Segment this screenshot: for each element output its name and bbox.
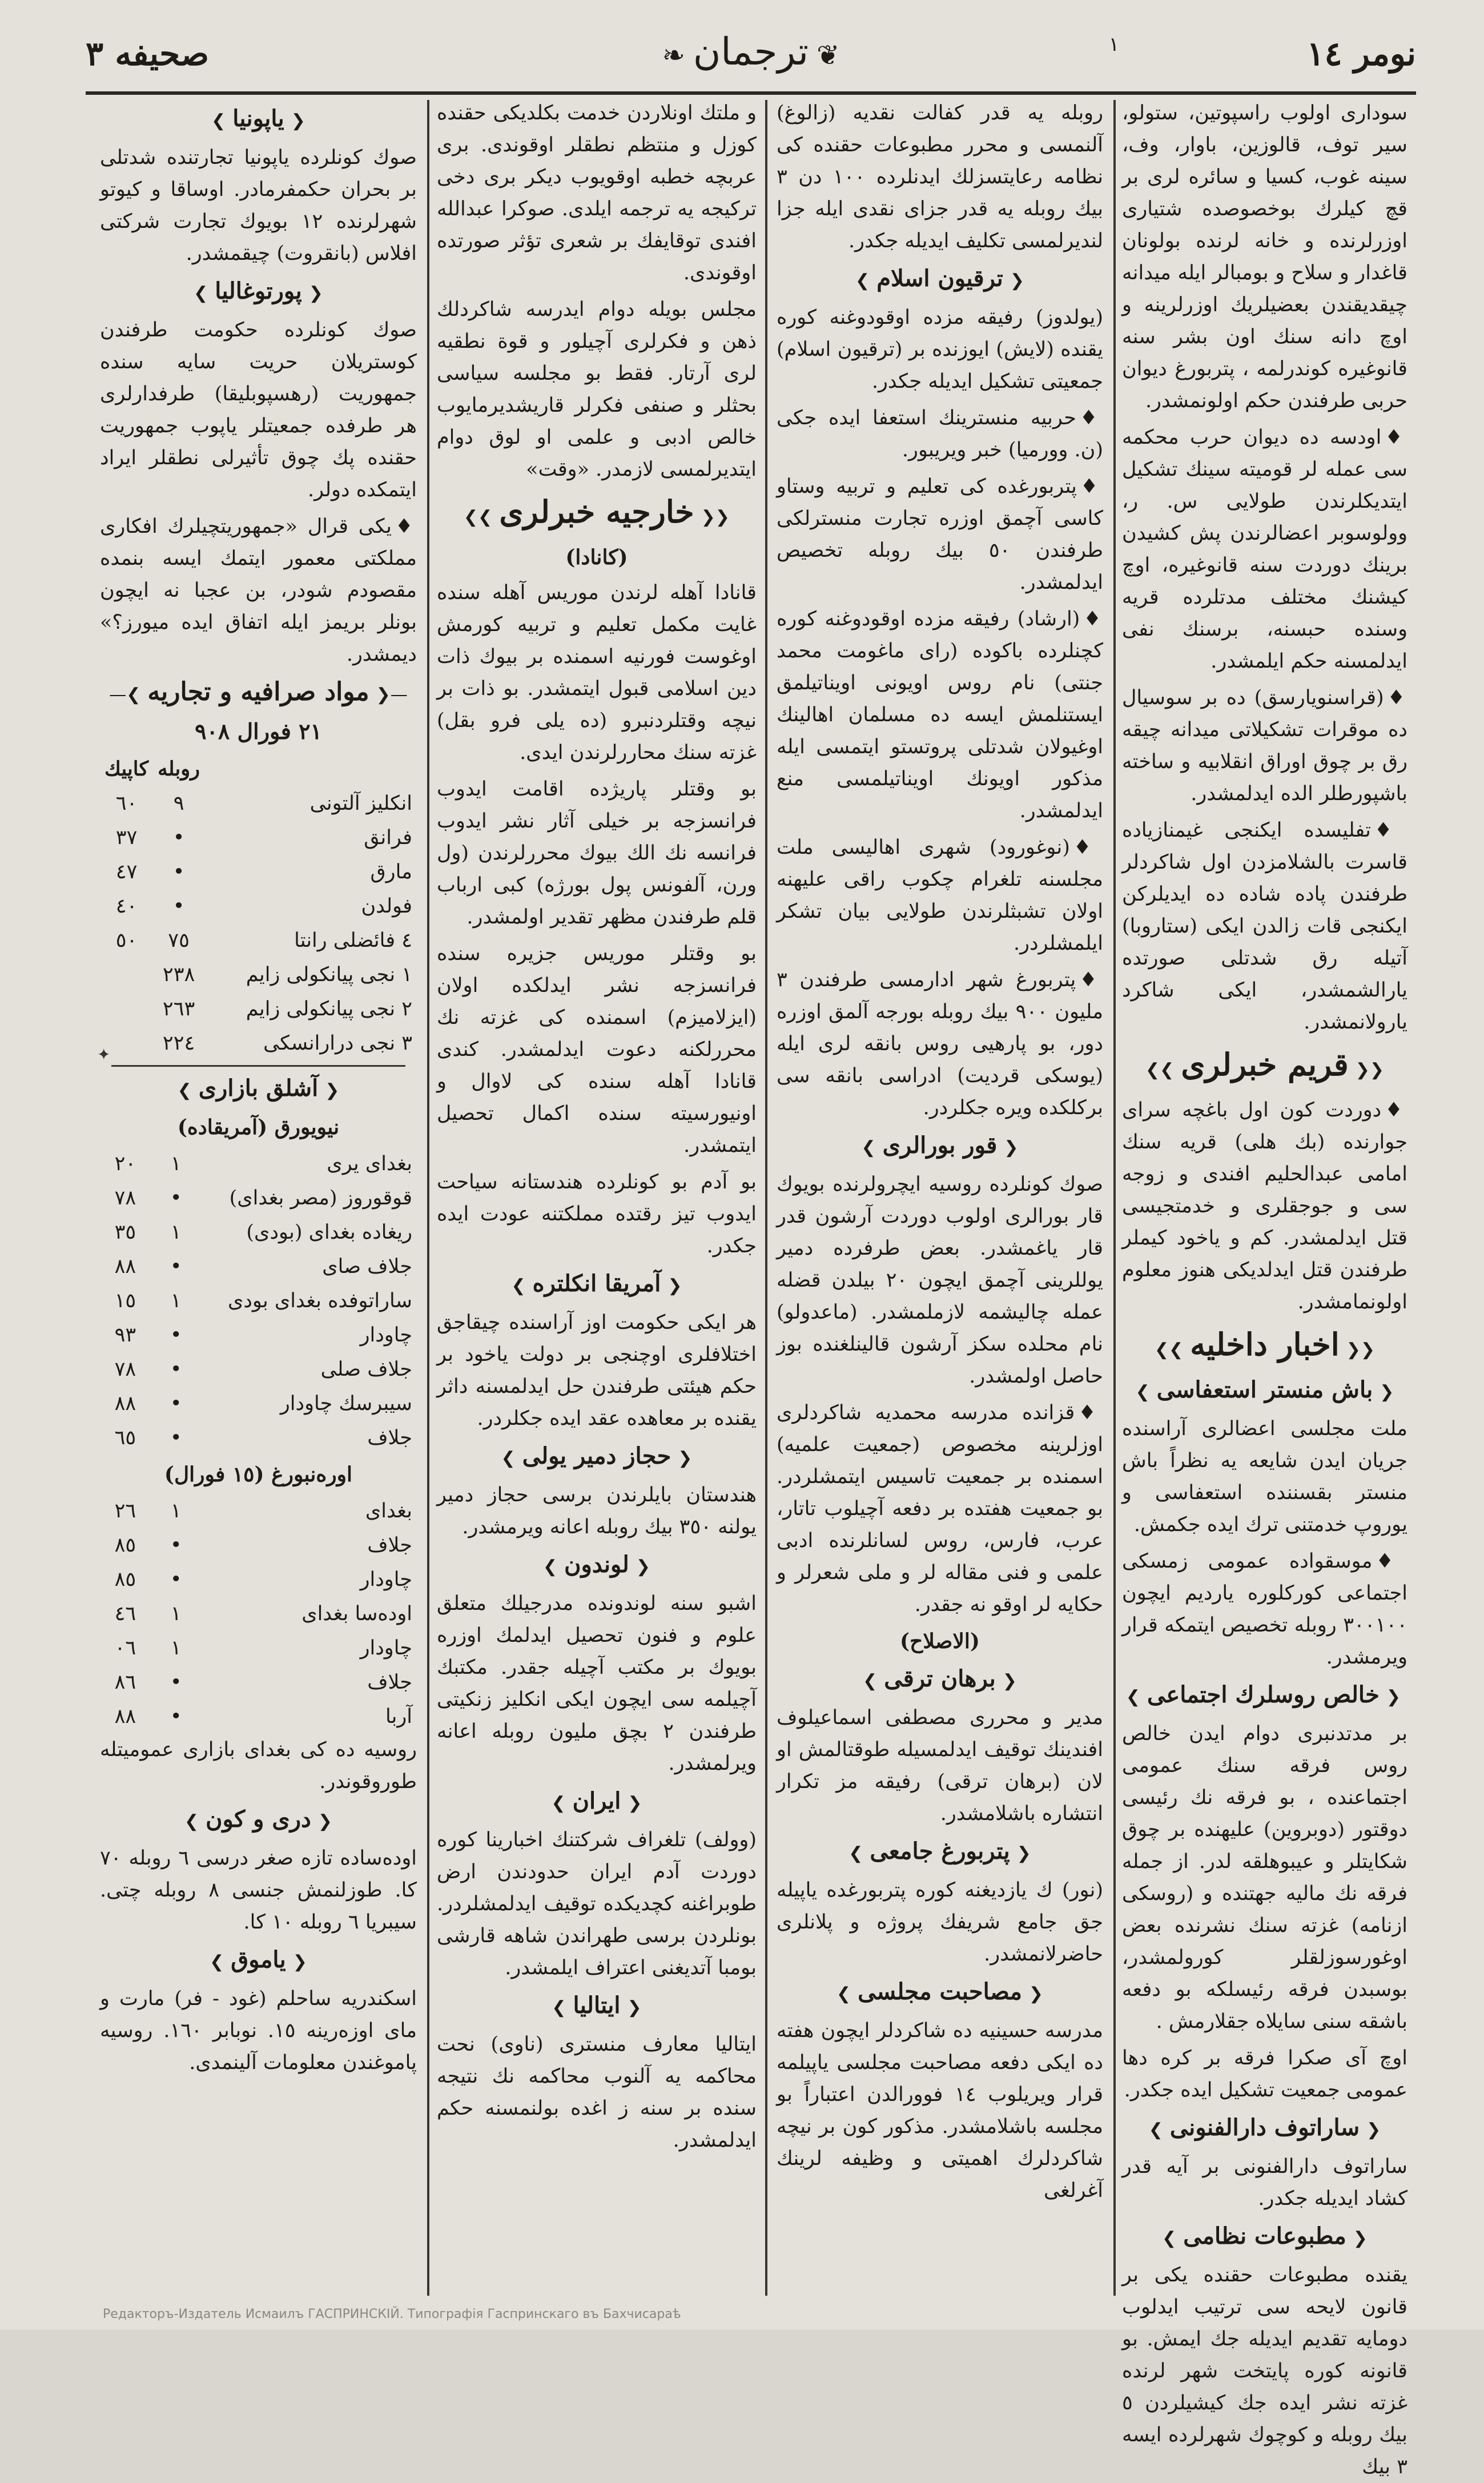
price-kopecks: ٣٥ (114, 1221, 136, 1244)
paragraph: بو وقتلر موريس جزيره سنده فرانسزجه نشر ايدلكده اولان (ايزلاميزم) اسمنده كى غزته نك محررلكنه دعوت ايدلمشدر. كندى قانادا آهله سنده كى لاوال و اونيورسيته سنده اكمال تحصيل ايتمشدر. (437, 942, 757, 1157)
paragraph: ♦تفليسده ايكنجى غيمنازياده قاسرت بالشلامزدن اول شاكردلر طرفندن پاده شاده ده ايديلركن ايكنجى قات زالدن ايكى (ستاروبا) آتيله رق شدتلى صورتده يارالشمشدر، ايكى شاكرد يارولانمشدر. (1122, 818, 1407, 1034)
market-location: نيويورق (آمريقاده) (177, 1115, 340, 1139)
column-header-item (204, 752, 417, 786)
price-kopecks (100, 992, 153, 1026)
paragraph: مدير و محررى مصطفى اسماعيلوف افندينك توقيف ايدلمسيله طوقتالمش او لان (برهان ترقى) رفيقه مز تكرار انتشاره باشلامشدر. (777, 1706, 1103, 1825)
table-header-row (100, 752, 417, 786)
price-kopecks: ٧٨ (114, 1187, 136, 1210)
price-kopecks: ١٥ (114, 1289, 136, 1312)
divider (111, 1065, 405, 1067)
price-kopecks: ٦٥ (114, 1427, 136, 1449)
page-mark: ١ (1108, 33, 1119, 56)
commodity-name: جلاف (367, 1427, 412, 1449)
commodity-name: ١ نجى پيانكولى زايم (246, 963, 412, 986)
paragraph: اودەسادە تازه صغر درسى ٦ روبله ٧٠ كا. طوزلنمش جنسى ٨ روبله چتى. سيبريا ٦ روبله ١٠ كا. (100, 1847, 417, 1934)
issue-number: نومر ١٤ (1306, 34, 1416, 73)
price-rubles: ١ (170, 1221, 182, 1244)
bullet-icon: ♦ (1078, 1401, 1103, 1424)
commodity-name: ٢ نجى پيانكولى زايم (246, 998, 412, 1020)
currency-row (100, 889, 417, 923)
price-kopecks: ٨٥ (114, 1534, 136, 1557)
ornament-icon: ❦ (817, 39, 840, 71)
commodity-name: چاودار (360, 1324, 412, 1347)
price-rubles: • (170, 1705, 182, 1728)
commodity-name: آربا (385, 1705, 412, 1728)
commodity-name: فولدن (361, 895, 412, 918)
price-rubles: ١ (170, 1500, 182, 1522)
price-rubles: ٩ (173, 792, 184, 815)
price-rubles: ١ (170, 1289, 182, 1312)
subheading: ❮آمريقا انكلتره❯ (511, 1270, 682, 1297)
commodity-name: جلاف (367, 1534, 412, 1557)
price-kopecks: ٢٦ (114, 1500, 136, 1522)
paragraph: ♦يكى قرال «جمهوريتچيلرك افكارى مملكتى معمور ايتمك ايسه بنمده مقصودم شودر، بن عجبا نه ايچون بونلر بريمز ايله اتفاق ايده ميورز؟» ديمشدر. (100, 515, 417, 666)
currency-table (100, 752, 417, 1060)
bullet-icon: ♦ (395, 515, 417, 538)
subheading: ❮لوندون❯ (543, 1551, 650, 1578)
bullet-icon: ♦ (1083, 607, 1103, 630)
grain-row (100, 1494, 417, 1528)
paragraph: صوك كونلرده روسيه ايچرولرنده بويوك قار بورالرى اولوب دوردت آرشون قدر قار ياغمشدر. بعض طرفرده دمير يوللرينى آچمق ايچون ٢٠ بيلدن قضله عمله چاليشمه لازملمشدر. (ماعدولو) نام محلده سكز آرشون قالينلغنده بوز حاصل اولمشدر. (777, 1173, 1103, 1388)
paragraph: ♦موسقواده عمومى زمسكى اجتماعى كوركلوره يارديم ايچون ٣٠٠١٠٠ روبله تخصيص ايتمكه قرار ويرمشدر. (1122, 1549, 1407, 1669)
price-rubles: • (170, 1427, 182, 1449)
commodity-name: قوقوروز (مصر بغداى) (229, 1187, 412, 1210)
currency-row (100, 821, 417, 855)
commodity-name: چاودار (360, 1568, 412, 1591)
paragraph: يقنده مطبوعات حقنده يكى بر قانون لايحه سى ترتيب ايدلوب دومايه تقديم ايديله جك ايمش. بو قانونه كوره پايتخت شهر لرنده غزته نشر ايده جك كيشيلردن ٥ بيك روبله و كوچوك شهرلرده ايسه ٣ بيك (1122, 2264, 1407, 2478)
paragraph: ♦حربيه منسترينك استعفا ايده جكى (ن. وورميا) خبر ويريبور. (777, 406, 1103, 461)
price-kopecks: ٨٦ (114, 1671, 136, 1694)
price-rubles: • (170, 1671, 182, 1694)
grain-table-newyork (100, 1147, 417, 1455)
commodity-name: ٣ نجى درارانسكى (263, 1032, 412, 1055)
subheading: ❮آشلق بازارى❯ (177, 1075, 340, 1102)
grain-row (100, 1318, 417, 1352)
paragraph: روبله يه قدر كفالت نقديه (زالوغ) آلنمسى و محرر مطبوعات حقنده كى نظامه رعايتسزلك ايدنلرده ١٠٠ دن ٣ بيك روبله يه قدر جزاى نقدى ايله جزا لنديرلمسى تكليف ايديله جكدر. (777, 102, 1103, 252)
paragraph: اسكندريه ساحلم (غود - فر) مارت و ماى اوزەرينە ١٥. نوبابر ١٦٠. روسيه پاموغندن معلومات آلينمدى. (100, 1987, 417, 2074)
paragraph: صوك كونلرده ياپونيا تجارتنده شدتلى بر بحران حكمفرمادر. اوساقا و كيوتو شهرلرنده ١٢ بويوك تجارت شركتى افلاس (بانقروت) چيقمشدر. (100, 146, 417, 265)
section-heading: ❮❮اخبار داخليه❯❯ (1154, 1326, 1376, 1363)
price-kopecks: ٠٦ (114, 1637, 136, 1660)
bullet-icon: ♦ (1079, 406, 1103, 429)
price-rubles: ١ (170, 1152, 182, 1175)
price-rubles: • (170, 1358, 182, 1381)
bullet-icon: ♦ (1073, 835, 1103, 859)
section-heading: ❮❮قريم خبرلرى❯❯ (1145, 1046, 1384, 1083)
column-2 (777, 97, 1103, 2296)
subheading: ❮حجاز دمير يولى❯ (501, 1443, 693, 1469)
commodity-name: سيبرسك چاودار (280, 1392, 412, 1415)
commodity-name: بغداى (365, 1500, 412, 1522)
price-rubles: ٢٦٣ (162, 998, 195, 1020)
grain-row (100, 1562, 417, 1597)
price-rubles: • (172, 826, 185, 849)
paragraph: ملت مجلسى اعضالرى آراسنده جريان ايدن شايعه يه نظراً باش منستر بقسننده استعفاسى و يوروپ خدمتنى ترك ايده جكمش. (1122, 1417, 1407, 1536)
paragraph: مدرسه حسينيه ده شاكردلر ايچون هفته ده ايكى دفعه مصاحبت مجلسى ياپيلمه قرار ويريلوب ١٤ فوورالدن اعتباراً بو مجلسه باشلامشدر. مذكور كون بر نيچه شاكردلرك اهميتى و وظيفه لرينك آغرلغى (777, 2019, 1103, 2202)
price-rubles: ١ (170, 1602, 182, 1625)
grain-row (100, 1249, 417, 1284)
subheading: ❮ايتاليا❯ (552, 1992, 642, 2019)
grain-row (100, 1597, 417, 1631)
paragraph: بو وقتلر پاريژده اقامت ايدوب فرانسزجه بر خيلى آثار نشر ايدوب فرانسه نك الك بيوك محررلرندن (ول ورن، آلفونس پول بورژه) كبى ارباب قلم طرفندن مظهر تقدير اولمشدر. (437, 778, 757, 929)
currency-row (100, 923, 417, 958)
bullet-icon: ♦ (1374, 818, 1407, 842)
subheading: ❮برهان ترقى❯ (863, 1665, 1017, 1692)
price-rubles: • (172, 895, 185, 918)
price-kopecks: ٨٨ (114, 1255, 136, 1278)
newspaper-title (86, 30, 1416, 74)
printer-footer: Редакторъ-Издатель Исмаилъ ГАСПРИНСКIЙ. Типографiя Гаспринскаго въ Бахчисараѣ (103, 2307, 681, 2321)
paragraph: ♦(قراسنويارسق) ده بر سوسيال ده موقرات تشكيلاتى ميدانه چيقه رق بر چوق اوراق انقلابيه و ساخته باشپورطلر الده ايدلمشدر. (1122, 686, 1407, 805)
bullet-icon: ♦ (1385, 425, 1407, 449)
source-label: (الاصلاح) (900, 1629, 980, 1653)
price-rubles: ٢٢٤ (162, 1032, 195, 1055)
paragraph: هر ايكى حكومت اوز آراسنده چيقاجق اختلافلرى اوچنجى بر دولت ياخود بر حكم هيئتى طرفندن حل ايدلمسنه داثر يقنده بر معاهده عقد ايده جكلردر. (437, 1311, 757, 1430)
price-kopecks: ٢٠ (114, 1152, 136, 1175)
paragraph: اشبو سنه لوندونده مدرجيلك متعلق علوم و فنون تحصيل ايدلمك اوزره بويوك بر مكتب آچيله جقدر. مكتبك آچيلمه سى ايچون ايكى انكليز زنكيتى طرفندن ٢ بچق مليون روبله اعانه ويرلمشدر. (437, 1592, 757, 1775)
price-kopecks: ٣٧ (115, 826, 138, 849)
commodity-name: جلاف صاى (322, 1255, 412, 1278)
paragraph: بر مدتدنبرى دوام ايدن خالص روس فرقه سنك عمومى اجتماعنده ، بو فرقه نك رئيسى دوقتور (دوبروين) عليهنده بر چوق شكايتلر و عيبوهلقه لدر. از جمله فرقه نك ماليه جهتنده و (روسكى ازنامه) غزته سنك نشرنده بعض اوغورسوزلقلر كورولمشدر، بوسبدن فرقه رئيسلكه بو دفعه باشقه سنى سايلاه جقلارمش . (1122, 1722, 1407, 2033)
paragraph: هندستان بايلرندن برسى حجاز دمير يولنه ٣٥٠ بيك روبله اعانه ويرمشدر. (437, 1484, 757, 1538)
paragraph: (وولف) تلغراف شركتنك اخبارينا كوره دوردت آدم ايران حدودندن ارض طوبراغنه كچديكده توقيف ايدلمشلردر. بونلردن برسى طهراندن شاهه قارشى بومبا آتديغنى اعتراف ايلمشدر. (437, 1829, 757, 1979)
paragraph: ♦(ارشاد) رفيقه مزده اوقودوغنه كوره كچنلرده باكوده (راى ماغومت محمد جنتى) نام روس اويونى اويناتيلمق ايستنلمش ايسه ده مسلمان اهالينك اوغيولان شدتلى پروتستو ايتمسى ايله مذكور اويونك اويناتيلمسى منع ايدلمشدر. (777, 607, 1103, 822)
paragraph: (نور) ك يازديغنه كوره پتربورغده ياپيله جق جامع شريفك پروژه و پلانلرى حاضرلانمشدر. (777, 1879, 1103, 1966)
price-rubles: • (170, 1255, 182, 1278)
currency-row (100, 958, 417, 992)
column-header-rubles: روبله (158, 757, 200, 781)
title-text: ترجمان (693, 30, 809, 74)
grain-row (100, 1147, 417, 1181)
grain-row (100, 1387, 417, 1421)
column-header-kopecks: كاپيك (104, 757, 149, 781)
commodity-name: ساراتوفده بغداى بودى (227, 1289, 412, 1312)
currency-row (100, 1026, 417, 1060)
currency-row (100, 855, 417, 889)
subheading: ❮ياموق❯ (210, 1946, 307, 1973)
price-kopecks: ٨٥ (114, 1568, 136, 1591)
commodity-name: فرانق (364, 826, 412, 849)
price-rubles: ٢٣٨ (162, 963, 195, 986)
subheading: ❮درى و كون❯ (184, 1806, 332, 1833)
currency-row (100, 786, 417, 821)
bullet-icon: ♦ (1385, 1098, 1407, 1122)
grain-row (100, 1181, 417, 1215)
price-kopecks: ٧٨ (114, 1358, 136, 1381)
paragraph: (يولدوز) رفيقه مزده اوقودوغنه كوره يقنده (لايش) ايوزنده بر (ترقيون اسلام) جمعيتى تشكيل ايديله جكدر. (777, 306, 1103, 393)
grain-row (100, 1631, 417, 1665)
paragraph: ايتاليا معارف منسترى (ناوى) نحت محاكمه يه آلنوب محاكمه نك نتيجه سنده بر سنه ز اغده بولنمسنه حكم ايدلمشدر. (437, 2033, 757, 2152)
market-location: اورەنبورغ (١٥ فورال) (164, 1463, 353, 1486)
page-number: صحيفه ٣ (86, 34, 209, 73)
paragraph: ساراتوف دارالفنونى بر آيه قدر كشاد ايديله جكدر. (1122, 2155, 1407, 2210)
commodity-name: ٤ فائضلى رانتا (294, 929, 412, 952)
section-heading: —❮مواد صرافيه و تجاريه❯— (109, 677, 408, 706)
price-kopecks: ٨٨ (114, 1705, 136, 1728)
subheading: ❮پورتوغاليا❯ (194, 278, 323, 304)
price-rubles: • (172, 861, 185, 883)
column-rule (1113, 100, 1116, 2296)
subheading: ❮ترقيون اسلام❯ (855, 265, 1024, 292)
paragraph: صوك كونلرده حكومت طرفندن كوستريلان حريت سايه سنده جمهوريت (رهسپوبليقا) طرفدارلرى هر طرفده جمعيتلر ياپوب جمهوريت حقنده پك چوق تأثيرلى نطقلر ايراد ايتمكده دولر. (100, 319, 417, 501)
price-kopecks: ٥٠ (115, 929, 138, 952)
commodity-name: جلاف (367, 1671, 412, 1694)
paragraph: روسيه ده كى بغداى بازارى عموميتله طوروقوندر. (100, 1738, 417, 1793)
paragraph: و ملتك اونلاردن خدمت بكلديكى حقنده كوزل و منتظم نطقلر اوقوندى. برى عربچه خطبه اوقويوب ديكر برى دخى تركيجه يه ترجمه ايلدى. صوكرا عبدالله افندى توقايفك بر شعرى تؤثر صورتده اوقوندى. (437, 102, 757, 284)
paragraph: بو آدم بو كونلرده هندستانه سياحت ايدوب تيز رقتده مملكتنه عودت ايده جكدر. (437, 1171, 757, 1257)
subheading: ❮مطبوعات نظامى❯ (1162, 2223, 1368, 2249)
price-kopecks (100, 958, 153, 992)
paragraph: ♦اودسه ده ديوان حرب محكمه سى عمله لر قوميته سينك تشكيل ايتديكلرندن طولايى س. ر، وولوسوبر اعضالرندن پش كشيدن برينك دوردت سنه قانوغيره، اوچ كيشنك مختلف مدتلرده قريه وسنده حبسنه، برسنك نفى ايدلمسنه حكم ايلمشدر. (1122, 425, 1407, 673)
grain-row (100, 1352, 417, 1387)
price-kopecks: ٩٣ (114, 1324, 136, 1347)
subheading: ❮پتربورغ جامعى❯ (848, 1838, 1031, 1865)
column-3 (437, 97, 757, 2296)
date-line: ٢١ فورال ٩٠٨ (195, 718, 322, 744)
ornament-icon: ❧ (662, 39, 685, 71)
masthead (86, 23, 1416, 95)
commodity-name: مارق (370, 861, 412, 883)
subheading: ❮ساراتوف دارالفنونى❯ (1148, 2114, 1381, 2141)
bullet-icon: ♦ (1387, 686, 1407, 709)
paragraph: اوچ آى صكرا فرقه بر كره دها عمومى جمعيت تشكيل ايده جكدر. (1122, 2047, 1407, 2102)
bullet-icon: ♦ (1080, 475, 1103, 498)
subheading: ❮قور بورالرى❯ (861, 1132, 1019, 1159)
bullet-icon: ♦ (1079, 968, 1103, 991)
price-kopecks: ٤٧ (115, 861, 138, 883)
grain-row (100, 1528, 417, 1562)
price-rubles: ٧٥ (168, 929, 190, 952)
price-kopecks: ٤٦ (114, 1602, 136, 1625)
price-kopecks: ٤٠ (115, 895, 138, 918)
stamp-icon: ✦ (97, 1045, 111, 1064)
commodity-name: بغداى يرى (327, 1152, 412, 1175)
commodity-name: انكليز آلتونى (309, 792, 412, 815)
section-heading: ❮❮خارجيه خبرلرى❯❯ (464, 493, 730, 530)
price-rubles: ١ (170, 1637, 182, 1660)
grain-row (100, 1699, 417, 1734)
price-kopecks: ٨٨ (114, 1392, 136, 1415)
column-rule (427, 100, 429, 2296)
paragraph: ♦پتربورغده كى تعليم و تربيه وستاو كاسى آچمق اوزره تجارت منسترلكى طرفندن ٥٠ بيك روبله تخصيص ايدلمشدر. (777, 475, 1103, 594)
grain-row (100, 1284, 417, 1318)
price-rubles: • (170, 1392, 182, 1415)
paragraph: قانادا آهله لرندن موريس آهله سنده غايت مكمل تعليم و تربيه كورمش اوغوست فورنيه اسمنده بر بيوك ذات دين اسلامى قبول ايتمشدر. بو ذات بر نيچه وقتلردنبرو (ده يلى فرو بقل) غزته سنك محاررلرندن ايدى. (437, 581, 757, 764)
subheading: ❮مصاحبت مجلسى❯ (836, 1978, 1044, 2005)
column-1 (1122, 97, 1407, 2478)
grain-row (100, 1421, 417, 1455)
bullet-icon: ♦ (1376, 1549, 1407, 1573)
grain-table-orenburg (100, 1494, 417, 1734)
paragraph: ♦دوردت كون اول باغچه سراى جوارنده (بك هلى) قريه سنك امامى عبدالحليم افندى و زوجه سى و جوجقلرى و خدمتجيسى قتل ايدلمشدر. كم و ياخود كيملر طرفندن قتل ايدلديكى هنوز معلوم اولونمامشدر. (1122, 1098, 1407, 1313)
subheading: ❮ياپونيا❯ (211, 105, 305, 132)
paragraph: ♦قزانده مدرسه محمديه شاكردلرى اوزلرينه مخصوص (جمعيت علميه) اسمنده بر جمعيت تاسيس ايتمشلردر. بو جمعيت هفتده بر دفعه آچيلوب تاتار، عرب، فارس، روس لسانلرنده ادبى علمى و فنى مقاله لر و ملى شعرلر و حكايه لر اوقو نه جقدر. (777, 1401, 1103, 1616)
commodity-name: ريغاده بغداى (بودى) (246, 1221, 412, 1244)
grain-row (100, 1665, 417, 1699)
subheading: ❮ايران❯ (551, 1787, 642, 1814)
price-rubles: • (170, 1187, 182, 1210)
column-4 (100, 97, 417, 2296)
column-rule (765, 100, 767, 2296)
commodity-name: جلاف صلى (320, 1358, 412, 1381)
subheading: ❮خالص روسلرك اجتماعى❯ (1125, 1681, 1401, 1708)
price-rubles: • (170, 1534, 182, 1557)
commodity-name: چاودار (360, 1637, 412, 1660)
paragraph: ♦پتربورغ شهر ادارمسى طرفندن ٣ مليون ٩٠٠ بيك روبله بورجه آلمق اوزره دور، بو پارهيى روس بانقه لرى ايله (يوسكى قرديت) ادراسى بانقه سى بركلكده ويره جكلردر. (777, 968, 1103, 1119)
paragraph: سودارى اولوب راسپوتين، ستولو، سير توف، قالوزين، باوار، وف، سينه غوب، كسيا و سائره لرى بر قچ كيلرك بوخصوصده شتيارى اوزرلرنده و خانه لرنده بولونان قاغدار و سلاح و بومبالر ايله ميدانه چيقديقندن بعضيلريك اوزرلرينه و اوچ دانه سنك اون بشر سنه قانوغيره كوندرلمه ، پتربورغ ديوان حربى طرفندن حكم اولونمشدر. (1122, 102, 1407, 412)
paragraph: ♦(نوغورود) شهرى اهاليسى ملت مجلسنه تلغرام چكوب راقى عليهنه اولان تشبثلرندن طولايى بيان تشكر ايلمشلردر. (777, 835, 1103, 955)
subheading: (كانادا) (565, 545, 628, 569)
commodity-name: اودەسا بغداى (301, 1602, 412, 1625)
currency-row (100, 992, 417, 1026)
paragraph: مجلس بويله دوام ايدرسه شاكردلك ذهن و فكرلرى آچيلور و قوة نطقيه لرى آرتار. فقط بو مجلسه سياسى بحثلر و صنفى فكرلر قاريشديرمايوب خالص ادبى و علمى او لوق دوام ايتديرلمسى لازمدر. «وقت» (437, 298, 757, 481)
subheading: ❮باش منستر استعفاسى❯ (1135, 1376, 1394, 1403)
price-kopecks: ٦٠ (115, 792, 138, 815)
grain-row (100, 1215, 417, 1249)
price-rubles: • (170, 1568, 182, 1591)
price-rubles: • (170, 1324, 182, 1347)
